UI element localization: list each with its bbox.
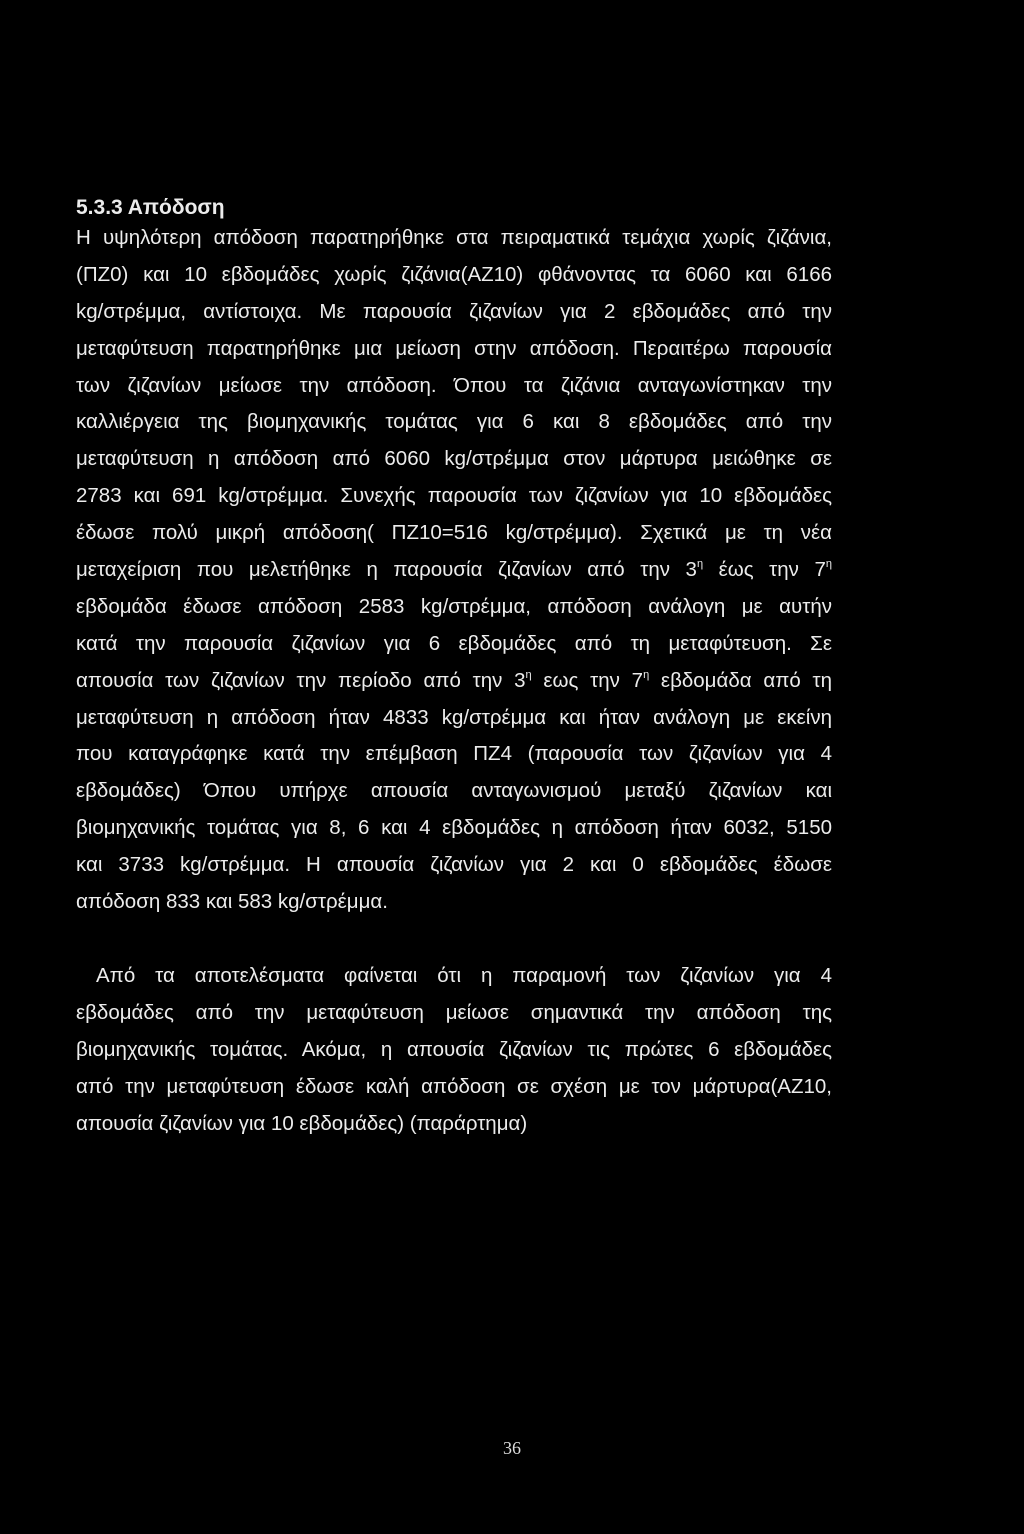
text-line: καλλιέργεια της βιομηχανικής τομάτας για 6 και 8 εβδομάδες από την xyxy=(76,410,832,434)
ordinal-superscript: η xyxy=(696,558,704,571)
text-line: μεταφύτευση η απόδοση ήταν 4833 kg/στρέμμα και ήταν ανάλογη με εκείνη xyxy=(76,705,832,729)
text-line: Από τα αποτελέσματα φαίνεται ότι η παραμονή των ζιζανίων για 4 xyxy=(96,964,832,987)
text-fragment: εως την 7 xyxy=(531,668,644,692)
paragraph-conclusion xyxy=(76,958,832,1142)
text-line: απόδοση 833 και 583 kg/στρέμμα. xyxy=(76,890,388,914)
text-line: εβδομάδες) Όπου υπήρχε απουσία ανταγωνισμού μεταξύ ζιζανίων και xyxy=(76,779,832,803)
text-line: και 3733 kg/στρέμμα. Η απουσία ζιζανίων για 2 και 0 εβδομάδες έδωσε xyxy=(76,853,832,877)
text-line: εβδομάδες από την μεταφύτευση μείωσε σημαντικά την απόδοση της xyxy=(76,1000,832,1024)
ordinal-superscript: η xyxy=(643,668,650,681)
text-line: kg/στρέμμα, αντίστοιχα. Με παρουσία ζιζανίων για 2 εβδομάδες από την xyxy=(76,299,832,323)
text-line: που καταγράφηκε κατά την επέμβαση ΠΖ4 (παρουσία των ζιζανίων για 4 xyxy=(76,742,832,766)
text-line: μεταφύτευση παρατηρήθηκε μια μείωση στην απόδοση. Περαιτέρω παρουσία xyxy=(76,336,832,360)
paragraph-yield-results xyxy=(76,220,832,921)
text-line: Η υψηλότερη απόδοση παρατηρήθηκε στα πειραματικά τεμάχια χωρίς ζιζάνια, xyxy=(76,226,832,249)
text-line: εβδομάδα έδωσε απόδοση 2583 kg/στρέμμα, απόδοση ανάλογη με αυτήν xyxy=(76,594,832,618)
text-line: απουσία ζιζανίων για 10 εβδομάδες) (παράρτημα) xyxy=(76,1111,528,1135)
section-heading: 5.3.3 Απόδοση xyxy=(76,196,225,219)
text-line: βιομηχανικής τομάτας για 8, 6 και 4 εβδομάδες η απόδοση ήταν 6032, 5150 xyxy=(76,816,832,840)
text-fragment: έως την 7 xyxy=(703,558,826,582)
text-fragment: μεταχείριση που μελετήθηκε η παρουσία ζιζανίων από την 3 xyxy=(76,558,697,582)
text-line: (ΠΖ0) και 10 εβδομάδες χωρίς ζιζάνια(ΑΖ10) φθάνοντας τα 6060 και 6166 xyxy=(76,262,832,286)
text-line: έδωσε πολύ μικρή απόδοση( ΠΖ10=516 kg/στρέμμα). Σχετικά με τη νέα xyxy=(76,521,832,545)
text-line-with-superscript xyxy=(76,552,832,589)
ordinal-superscript: η xyxy=(825,558,832,571)
text-line: βιομηχανικής τομάτας. Ακόμα, η απουσία ζιζανίων τις πρώτες 6 εβδομάδες xyxy=(76,1037,832,1061)
text-line-with-superscript xyxy=(76,663,832,700)
text-line: των ζιζανίων μείωσε την απόδοση. Όπου τα ζιζάνια ανταγωνίστηκαν την xyxy=(76,373,832,397)
text-fragment: εβδομάδα από τη xyxy=(649,668,833,692)
page-number: 36 xyxy=(503,1438,521,1458)
text-line: από την μεταφύτευση έδωσε καλή απόδοση σε σχέση με τον μάρτυρα(ΑΖ10, xyxy=(76,1074,832,1098)
text-line: μεταφύτευση η απόδοση από 6060 kg/στρέμμα στον μάρτυρα μειώθηκε σε xyxy=(76,447,832,471)
ordinal-superscript: η xyxy=(525,668,532,681)
text-line: 2783 και 691 kg/στρέμμα. Συνεχής παρουσία των ζιζανίων για 10 εβδομάδες xyxy=(76,484,832,508)
text-line: κατά την παρουσία ζιζανίων για 6 εβδομάδες από τη μεταφύτευση. Σε xyxy=(76,631,832,655)
text-fragment: απουσία των ζιζανίων την περίοδο από την 3 xyxy=(76,668,526,692)
